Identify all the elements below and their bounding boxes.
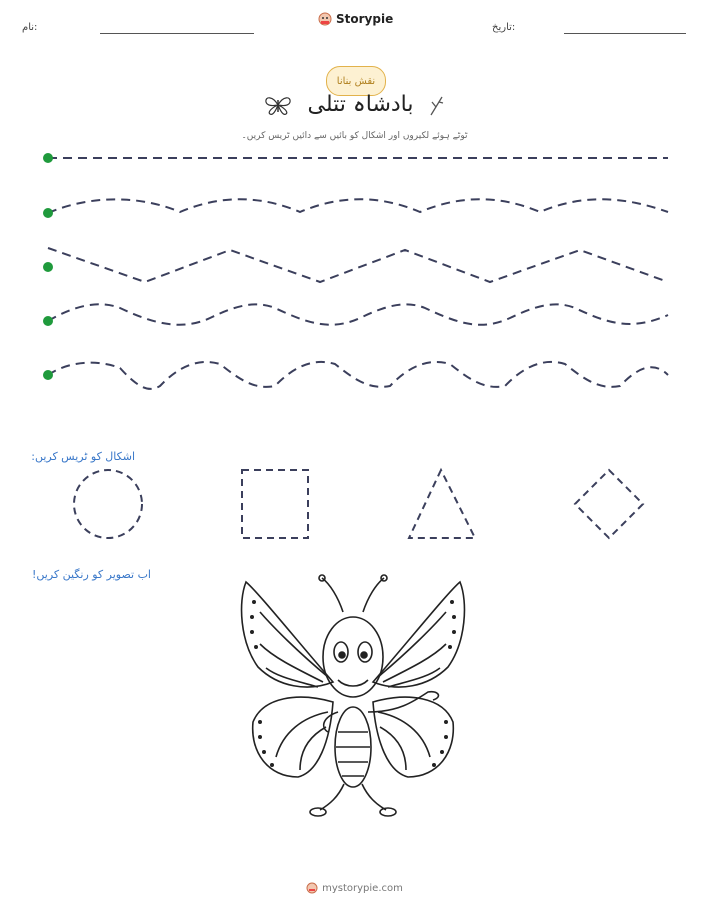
start-dot-icon (43, 316, 53, 326)
storypie-logo-icon (306, 882, 318, 894)
footer-url[interactable]: mystorypie.com (322, 882, 403, 894)
butterfly-icon (263, 94, 293, 116)
tracing-lines (0, 140, 709, 400)
date-line[interactable] (564, 33, 686, 34)
brand (318, 12, 393, 26)
trace-shape-diamond (575, 470, 643, 538)
trace-line-zigzag (48, 248, 668, 282)
trace-line-curve-1 (48, 199, 668, 213)
date-label: تاریخ: (492, 22, 516, 33)
start-dot-icon (43, 370, 53, 380)
start-dot-icon (43, 153, 53, 163)
butterfly-coloring-image (238, 572, 468, 822)
name-label: نام: (22, 22, 38, 33)
start-dot-icon (43, 208, 53, 218)
shapes-section-label: اشکال کو ٹریس کریں: (31, 450, 135, 463)
activity-badge: نقش بنانا (326, 66, 386, 96)
page-title: بادشاہ تتلی (307, 92, 414, 117)
instructions: ٹوٹے ہوئے لکیروں اور اشکال کو بائیں سے دائیں ٹریس کریں۔ (241, 131, 468, 141)
trace-shape-circle (74, 470, 142, 538)
color-section-label: اب تصویر کو رنگین کریں! (31, 568, 151, 581)
footer (0, 882, 709, 894)
start-dot-icon (43, 262, 53, 272)
twig-icon (428, 94, 446, 116)
brand-name: Storypie (336, 12, 394, 26)
name-line[interactable] (100, 33, 254, 34)
trace-shape-square (242, 470, 308, 538)
trace-shapes (0, 466, 709, 546)
trace-shape-triangle (409, 470, 475, 538)
title-row (0, 92, 709, 117)
trace-line-wave (48, 304, 668, 324)
trace-line-bumps (48, 362, 668, 389)
storypie-logo-icon (318, 12, 332, 26)
